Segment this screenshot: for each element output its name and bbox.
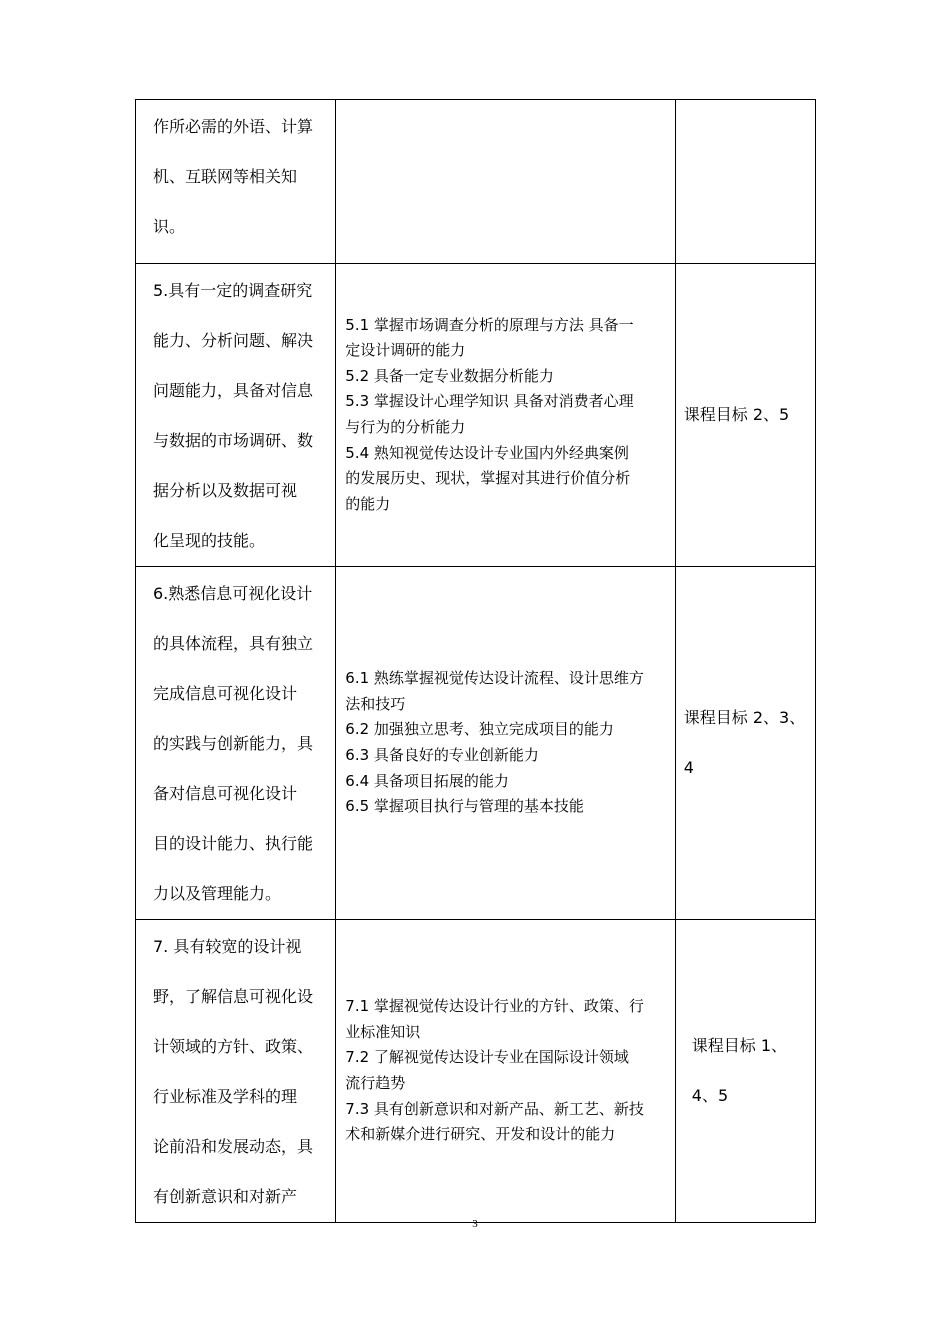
- indicator-line: 定设计调研的能力: [345, 341, 466, 360]
- requirement-line: 野，了解信息可视化设: [153, 987, 314, 1006]
- requirement-line: 行业标准及学科的理: [153, 1087, 298, 1106]
- target-line: 课程目标 2、5: [683, 405, 790, 424]
- indicator-line: 的能力: [345, 494, 391, 513]
- target-line: 4: [683, 758, 694, 777]
- indicator-line: 5.2 具备一定专业数据分析能力: [345, 366, 554, 385]
- indicator-line: 与行为的分析能力: [345, 418, 466, 436]
- table-row: [136, 264, 816, 567]
- requirement-line: 化呈现的技能。: [153, 531, 266, 550]
- requirement-line: 识。: [153, 217, 186, 236]
- indicator-line: 术和新媒介进行研究、开发和设计的能力: [345, 1125, 616, 1144]
- requirement-line: 论前沿和发展动态，具: [153, 1137, 314, 1156]
- indicator-line: 5.1 掌握市场调查分析的原理与方法 具备一: [345, 315, 634, 334]
- requirement-line: 6.熟悉信息可视化设计: [153, 584, 313, 603]
- requirement-line: 计领域的方针、政策、: [153, 1037, 314, 1056]
- indicator-line: 6.4 具备项目拓展的能力: [345, 771, 509, 790]
- indicator-line: 6.3 具备良好的专业创新能力: [345, 746, 539, 764]
- indicator-line: 7.2 了解视觉传达设计专业在国际设计领域: [345, 1048, 629, 1067]
- indicator-line: 的发展历史、现状，掌握对其进行价值分析: [345, 469, 631, 488]
- requirement-cell: [136, 264, 336, 567]
- indicator-line: 7.3 具有创新意识和对新产品、新工艺、新技: [345, 1099, 644, 1118]
- target-cell: [675, 920, 815, 1223]
- requirement-line: 作所必需的外语、计算: [153, 117, 314, 136]
- requirement-line: 5.具有一定的调查研究: [153, 281, 313, 300]
- indicator-cell: [336, 100, 675, 264]
- table-row: [136, 920, 816, 1223]
- target-cell: [675, 100, 815, 264]
- requirement-cell: [136, 100, 336, 264]
- indicator-line: 6.5 掌握项目执行与管理的基本技能: [345, 797, 584, 816]
- requirement-line: 目的设计能力、执行能: [153, 834, 314, 853]
- indicator-line: 6.1 熟练掌握视觉传达设计流程、设计思维方: [345, 669, 644, 688]
- requirement-line: 完成信息可视化设计: [153, 684, 298, 703]
- requirement-line: 备对信息可视化设计: [153, 784, 298, 803]
- indicator-line: 6.2 加强独立思考、独立完成项目的能力: [345, 720, 614, 739]
- requirement-line: 据分析以及数据可视: [153, 481, 298, 500]
- requirement-line: 问题能力，具备对信息: [153, 381, 314, 400]
- indicator-line: 7.1 掌握视觉传达设计行业的方针、政策、行: [345, 997, 644, 1016]
- requirement-line: 与数据的市场调研、数: [153, 431, 314, 450]
- page-number: 3: [472, 1218, 478, 1230]
- requirements-table: [135, 99, 816, 1223]
- requirement-line: 的具体流程，具有独立: [153, 634, 314, 653]
- table-row: [136, 567, 816, 920]
- requirement-line: 力以及管理能力。: [153, 884, 282, 903]
- indicator-line: 业标准知识: [345, 1022, 421, 1041]
- table-row: [136, 100, 816, 264]
- indicator-line: 5.4 熟知视觉传达设计专业国内外经典案例: [345, 443, 629, 462]
- target-cell: [675, 264, 815, 567]
- requirement-cell: [136, 567, 336, 920]
- indicator-line: 法和技巧: [345, 694, 406, 713]
- target-line: 课程目标 1、: [691, 1036, 788, 1055]
- requirement-cell: [136, 920, 336, 1223]
- target-line: 课程目标 2、3、: [683, 708, 806, 727]
- target-cell: [675, 567, 815, 920]
- indicator-line: 流行趋势: [345, 1074, 406, 1092]
- target-line: 4、5: [691, 1086, 729, 1105]
- requirement-line: 7. 具有较宽的设计视: [153, 937, 302, 956]
- indicator-line: 5.3 掌握设计心理学知识 具备对消费者心理: [345, 392, 634, 411]
- indicator-cell: [336, 920, 675, 1223]
- requirement-line: 有创新意识和对新产: [153, 1187, 298, 1206]
- requirement-line: 机、互联网等相关知: [153, 167, 298, 186]
- requirement-line: 能力、分析问题、解决: [153, 331, 314, 350]
- indicator-cell: [336, 264, 675, 567]
- requirement-line: 的实践与创新能力，具: [153, 734, 314, 753]
- indicator-cell: [336, 567, 675, 920]
